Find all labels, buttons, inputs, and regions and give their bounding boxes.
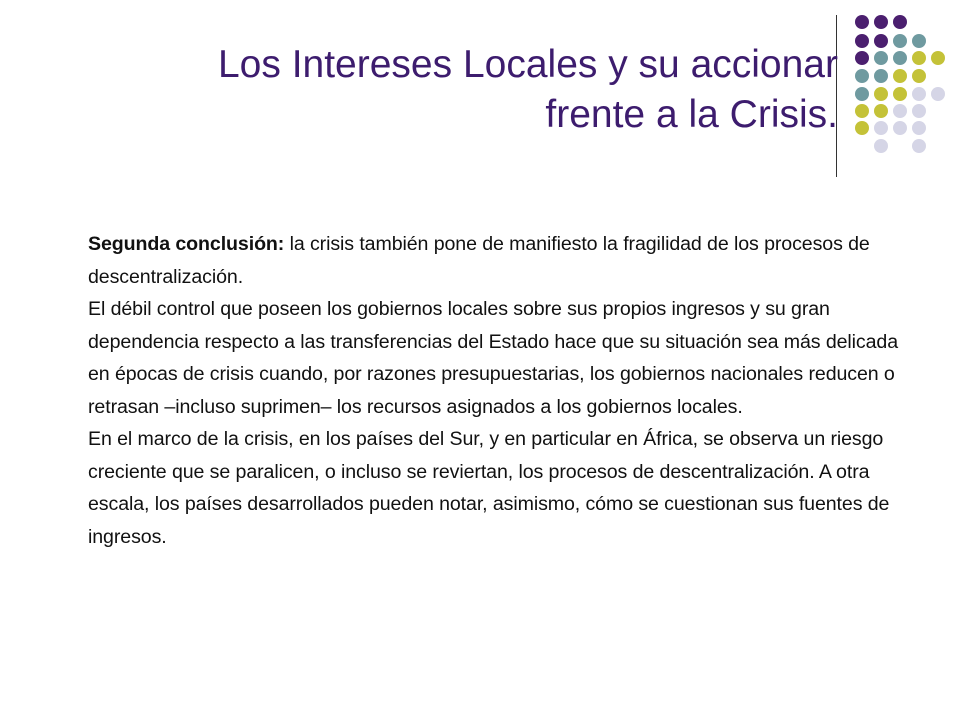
dot bbox=[893, 51, 907, 65]
slide-title-line-1: Los Intereses Locales y su accionar bbox=[217, 43, 838, 86]
dot bbox=[874, 69, 888, 83]
slide-title-line-2: frente a la Crisis. bbox=[545, 93, 838, 136]
slide-title bbox=[218, 40, 838, 140]
dot bbox=[893, 15, 907, 29]
paragraph-local-control: El débil control que poseen los gobiernos locales sobre sus propios ingresos y su gran dependencia respecto a las transferencias del Estado hace que su situación sea más delicada en épocas de crisis cuando, por razones presupuestarias, los gobiernos nacionales reducen o retrasan –incluso suprimen– los recursos asignados a los gobiernos locales. bbox=[88, 298, 899, 418]
dot bbox=[893, 34, 907, 48]
dot bbox=[912, 104, 926, 118]
dot bbox=[912, 87, 926, 101]
dot bbox=[893, 69, 907, 83]
dot bbox=[874, 34, 888, 48]
paragraph-conclusion bbox=[88, 228, 898, 293]
dot bbox=[931, 87, 945, 101]
dot bbox=[874, 87, 888, 101]
dot bbox=[874, 139, 888, 153]
dot bbox=[874, 121, 888, 135]
dot bbox=[855, 51, 869, 65]
slide-body bbox=[88, 228, 898, 553]
dot bbox=[912, 121, 926, 135]
dot bbox=[855, 15, 869, 29]
dot bbox=[912, 51, 926, 65]
dot bbox=[855, 121, 869, 135]
dot bbox=[912, 69, 926, 83]
dot bbox=[912, 34, 926, 48]
dot bbox=[874, 104, 888, 118]
dot bbox=[855, 34, 869, 48]
dot bbox=[855, 69, 869, 83]
dot bbox=[893, 104, 907, 118]
dot bbox=[931, 51, 945, 65]
conclusion-text: la crisis también pone de manifiesto la fragilidad de los procesos de descentralización. bbox=[88, 233, 870, 288]
dot bbox=[893, 121, 907, 135]
dot bbox=[855, 87, 869, 101]
conclusion-heading: Segunda conclusión: bbox=[88, 233, 285, 255]
dot bbox=[893, 87, 907, 101]
dot bbox=[874, 15, 888, 29]
paragraph-crisis-framework: En el marco de la crisis, en los países del Sur, y en particular en África, se observa un riesgo creciente que se paralicen, o incluso se reviertan, los procesos de descentralización. A otra escala, los países desarrollados pueden notar, asimismo, cómo se cuestionan sus fuentes de ingresos. bbox=[88, 428, 890, 548]
dot bbox=[874, 51, 888, 65]
dot bbox=[912, 139, 926, 153]
dot bbox=[855, 104, 869, 118]
